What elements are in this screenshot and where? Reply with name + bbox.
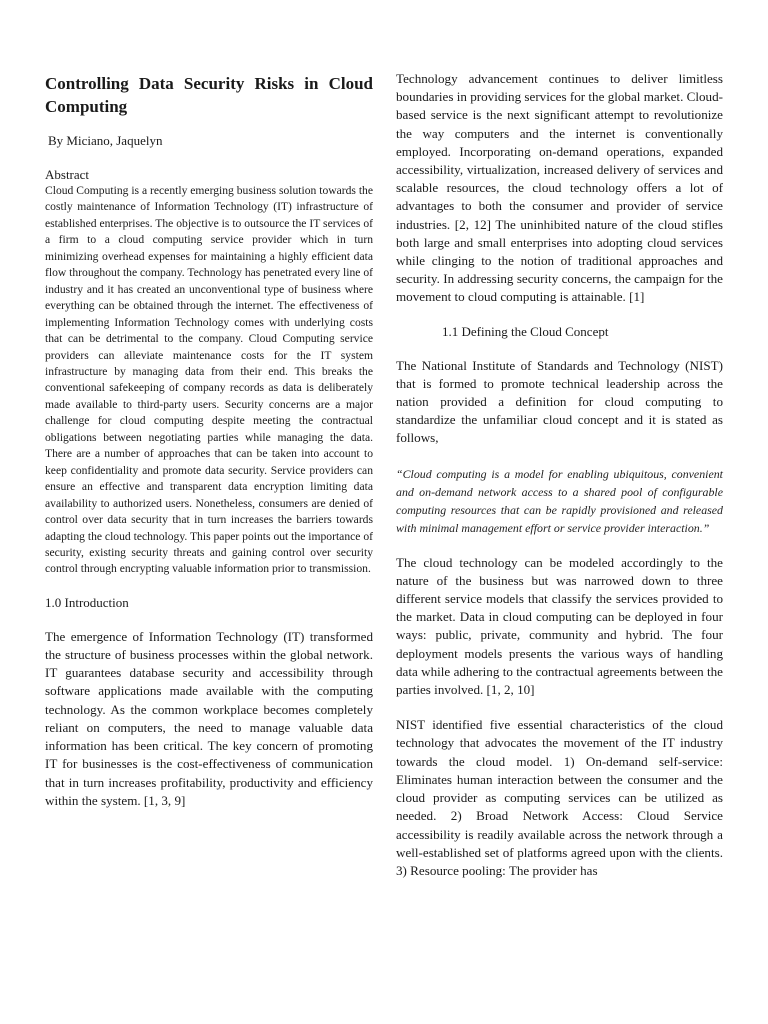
- abstract-heading: Abstract: [45, 167, 90, 182]
- cloud-advancement-paragraph: Technology advancement continues to deliver limitless boundaries in providing services for the global market. Cloud-based service is the next significant attempt to revolutionize the way computers and the internet is conventionally employed. Incorporating on-demand operations, expanded accessibility, virtualization, increased delivery of services and scalable resources, the cloud technology offers a lot of advantages to both the consumer and provider of service industries. [2, 12] The uninhibited nature of the cloud stifles both large and small enterprises into adopting cloud services while clinging to the notion of traditional approaches and security. In addressing security concerns, the campaign for the movement to cloud computing is attainable. [1]: [396, 71, 723, 305]
- nist-paragraph: The National Institute of Standards and Technology (NIST) that is formed to promote technical leadership across the nation provided a definition for cloud computing to standardize the unfamiliar cloud concept and it is stated as follows,: [396, 357, 723, 446]
- paragraph-gap: [396, 448, 723, 465]
- right-column: [396, 70, 723, 880]
- subsection-heading-cloud-concept: 1.1 Defining the Cloud Concept: [442, 323, 609, 339]
- left-column: [45, 70, 373, 810]
- abstract-text: Cloud Computing is a recently emerging business solution towards the costly maintenance of Information Technology (IT) infrastructure of established enterprises. The objective is to outsource the IT services of a firm to a cloud computing service provider which in turn minimizing overhead expenses for maintaining a highly efficient data flow throughout the company. Technology has penetrated every line of industry and it has created an unconventional type of business where everything can be obtained through the internet. The effectiveness of implementing Information Technology comes with underlying costs that can be detrimental to the company. Cloud Computing service providers can alleviate maintenance costs for the IT system infrastructure by managing data from their end. This breaks the conventional safekeeping of company records as data is deliberately made available to third-party users. Security concerns are a major challenge for cloud computing despite meeting the contractual obligations between negotiating parties while managing the data. There are a number of approaches that can be taken into account to keep confidentiality and promote data security. Service providers can ensure an effective and transparent data encryption limiting data availability to authorized users. Nonetheless, consumers are denied of control over data security that in turn increases the barriers towards adapting the cloud technology. This paper points out the importance of security, existing security threats and gaining control over security control through encrypting valuable information prior to transmission.: [45, 184, 373, 576]
- paragraph-gap: [396, 537, 723, 554]
- service-models-paragraph: The cloud technology can be modeled accordingly to the nature of the business but was narrowed down to three different service models that classify the services provided to the market. Data in cloud computing can be deployed in four ways: public, private, community and hybrid. The four deployment models presents the various ways of handling data while adhering to the contractual agreements between the parties involved. [1, 2, 10]: [396, 554, 723, 698]
- nist-definition-quote: “Cloud computing is a model for enabling ubiquitous, convenient and on-demand network access to a shared pool of configurable computing resources that can be rapidly provisioned and released with minimal management effort or service provider interaction.”: [396, 466, 723, 535]
- characteristics-paragraph: NIST identified five essential characteristics of the cloud technology that advocates the movement of the IT industry towards the cloud model. 1) On-demand self-service: Eliminates human interaction between the consumer and the cloud provider as computing services can be utilized as needed. 2) Broad Network Access: Cloud Service accessibility is readily available across the network through a well-established set of platforms agreed upon with the clients. 3) Resource pooling: The provider has: [396, 717, 723, 878]
- introduction-paragraph: The emergence of Information Technology (IT) transformed the structure of business processes within the global network. IT guarantees database security and accessibility through software applications made available with the computing technology. As the common workplace becomes completely reliant on computers, the need to manage valuable data information has been critical. The key concern of promoting IT for businesses is the cost-effectiveness of communication that in turn increases profitability, productivity and efficiency within the system. [1, 3, 9]: [45, 628, 373, 808]
- paragraph-gap: [396, 699, 723, 716]
- paper-title: Controlling Data Security Risks in Cloud Computing: [45, 74, 373, 116]
- author-byline: By Miciano, Jaquelyn: [48, 133, 163, 148]
- section-heading-introduction: 1.0 Introduction: [45, 594, 129, 610]
